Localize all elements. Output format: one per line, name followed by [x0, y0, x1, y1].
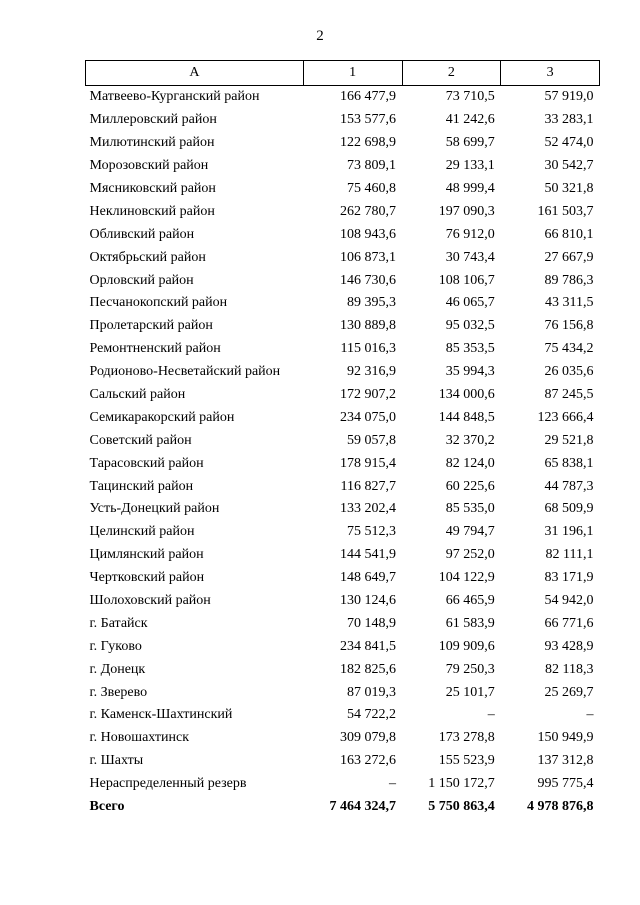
- value-cell-1: –: [389, 776, 396, 792]
- row-label: Неклиновский район: [89, 203, 215, 219]
- table-row: [86, 750, 600, 773]
- value-cell-1: 133 202,4: [340, 501, 396, 517]
- value-cell-1: 153 577,6: [340, 112, 396, 128]
- value-cell-2: 108 106,7: [438, 272, 495, 288]
- value-cell-3: 31 196,1: [544, 524, 594, 540]
- value-cell-1: 70 148,9: [347, 615, 396, 631]
- value-cell-3: 33 283,1: [544, 112, 594, 128]
- value-cell-2: 60 225,6: [445, 478, 495, 494]
- value-cell-1: 54 722,2: [347, 707, 396, 723]
- value-cell-3: 25 269,7: [544, 684, 594, 700]
- value-cell-3: 82 111,1: [545, 547, 594, 563]
- value-cell-2: 97 252,0: [445, 547, 495, 563]
- value-cell-1: 146 730,6: [340, 272, 396, 288]
- table-row: [86, 544, 600, 567]
- value-cell-3: 76 156,8: [544, 318, 594, 334]
- value-cell-2: 104 122,9: [438, 570, 495, 586]
- header-col-a: А: [86, 61, 304, 86]
- value-cell-1: 309 079,8: [340, 730, 396, 746]
- value-cell-1: 75 460,8: [347, 181, 396, 196]
- value-cell-2: 173 278,8: [438, 730, 495, 746]
- value-cell-1: 234 075,0: [340, 409, 396, 425]
- value-cell-2: 25 101,7: [445, 684, 495, 700]
- value-cell-3: 87 245,5: [544, 387, 594, 403]
- value-cell-2: 46 065,7: [445, 295, 495, 311]
- value-cell-2: 85 353,5: [445, 341, 495, 357]
- row-label: Миллеровский район: [89, 112, 217, 128]
- value-cell-3: 44 787,3: [544, 478, 594, 494]
- value-cell-2: –: [487, 707, 495, 723]
- value-cell-3: 995 775,4: [537, 776, 594, 792]
- header-col-2: 2: [402, 61, 501, 86]
- value-cell-2: 48 999,4: [445, 181, 495, 196]
- value-cell-3: 57 919,0: [544, 89, 594, 105]
- value-cell-1: 166 477,9: [340, 89, 396, 105]
- row-label: г. Батайск: [89, 615, 148, 631]
- value-cell-1: 163 272,6: [340, 753, 396, 769]
- value-cell-2: 66 465,9: [445, 593, 495, 609]
- value-cell-1: 262 780,7: [340, 203, 396, 219]
- table-row: [86, 658, 600, 681]
- value-cell-2: 1 150 172,7: [428, 776, 495, 792]
- value-cell-1: 116 827,7: [340, 478, 396, 494]
- table-row: [86, 590, 600, 613]
- table-row: [86, 475, 600, 498]
- value-cell-1: 106 873,1: [340, 249, 396, 265]
- value-cell-3: 54 942,0: [544, 593, 594, 609]
- table-row: [86, 361, 600, 384]
- table-row: [86, 521, 600, 544]
- value-cell-2: 41 242,6: [445, 112, 495, 128]
- table-row: [86, 200, 600, 223]
- value-cell-3: 50 321,8: [544, 181, 594, 196]
- value-cell-3: 137 312,8: [537, 753, 594, 769]
- row-label: Шолоховский район: [89, 593, 211, 609]
- value-cell-3: 66 771,6: [544, 615, 594, 631]
- value-cell-3: 82 118,3: [545, 661, 594, 677]
- table-row: [86, 109, 600, 132]
- value-cell-1: 73 809,1: [347, 158, 396, 174]
- table-row: [86, 178, 600, 201]
- page-number: 2: [316, 28, 324, 44]
- row-label: г. Зверево: [89, 684, 148, 700]
- table-row: [86, 773, 600, 796]
- table-row: [86, 384, 600, 407]
- value-cell-2: 61 583,9: [445, 615, 495, 631]
- value-cell-3: 123 666,4: [537, 409, 594, 425]
- value-cell-2: 35 994,3: [445, 364, 495, 380]
- value-cell-2: 144 848,5: [438, 409, 495, 425]
- value-cell-2: 79 250,3: [445, 661, 495, 677]
- row-label: Усть-Донецкий район: [89, 501, 220, 517]
- value-cell-2: 30 743,4: [445, 249, 495, 265]
- table-header-row: [86, 61, 600, 86]
- table-row: [86, 86, 600, 109]
- table-row: [86, 452, 600, 475]
- header-col-3: 3: [501, 61, 600, 86]
- row-label: г. Новошахтинск: [89, 730, 190, 746]
- value-cell-1: 130 124,6: [340, 593, 396, 609]
- row-label: Морозовский район: [89, 158, 209, 174]
- row-label: Чертковский район: [89, 570, 205, 586]
- row-label: г. Гуково: [89, 638, 142, 654]
- row-label: Советский район: [89, 432, 192, 448]
- table-row: [86, 727, 600, 750]
- value-cell-1: 87 019,3: [347, 684, 396, 700]
- value-cell-1: 89 395,3: [347, 295, 396, 311]
- value-cell-2: 58 699,7: [445, 135, 495, 151]
- header-col-1: 1: [303, 61, 402, 86]
- table-row: [86, 246, 600, 269]
- row-label: Родионово-Несветайский район: [89, 364, 281, 380]
- row-label: Цимлянский район: [89, 547, 204, 563]
- row-label: Тацинский район: [89, 478, 194, 494]
- row-label: Пролетарский район: [89, 318, 213, 334]
- value-cell-3: 26 035,6: [544, 364, 594, 380]
- row-label: Семикаракорский район: [89, 409, 235, 425]
- row-label: г. Каменск-Шахтинский: [89, 707, 233, 723]
- table-body: [86, 86, 600, 819]
- value-cell-2: 85 535,0: [445, 501, 495, 517]
- budget-table: [85, 60, 600, 819]
- value-cell-2: 134 000,6: [438, 387, 495, 403]
- table-row: [86, 338, 600, 361]
- value-cell-3: 43 311,5: [545, 295, 594, 311]
- row-label: Орловский район: [89, 272, 194, 288]
- value-cell-2: 197 090,3: [438, 203, 495, 219]
- value-cell-1: 59 057,8: [347, 432, 396, 448]
- table-row: [86, 292, 600, 315]
- value-cell-1: 234 841,5: [340, 638, 396, 654]
- row-label: Октябрьский район: [89, 249, 206, 265]
- row-label: Всего: [89, 799, 125, 815]
- row-label: Ремонтненский район: [89, 341, 221, 357]
- table-row: [86, 155, 600, 178]
- value-cell-3: 27 667,9: [544, 249, 594, 265]
- value-cell-2: 5 750 863,4: [428, 799, 495, 815]
- value-cell-1: 178 915,4: [340, 455, 396, 471]
- value-cell-3: 75 434,2: [544, 341, 594, 357]
- value-cell-3: 89 786,3: [544, 272, 594, 288]
- row-label: Сальский район: [89, 387, 186, 403]
- table-row: [86, 612, 600, 635]
- table-row: [86, 269, 600, 292]
- value-cell-2: 29 133,1: [445, 158, 495, 174]
- value-cell-1: 182 825,6: [340, 661, 396, 677]
- value-cell-3: 83 171,9: [544, 570, 594, 586]
- value-cell-1: 130 889,8: [340, 318, 396, 334]
- value-cell-3: 66 810,1: [544, 226, 594, 242]
- value-cell-1: 108 943,6: [340, 226, 396, 242]
- table-row: [86, 429, 600, 452]
- value-cell-2: 109 909,6: [438, 638, 495, 654]
- value-cell-2: 76 912,0: [445, 226, 495, 242]
- value-cell-2: 49 794,7: [445, 524, 495, 540]
- row-label: Мясниковский район: [89, 181, 216, 196]
- value-cell-1: 122 698,9: [340, 135, 396, 151]
- value-cell-3: 30 542,7: [544, 158, 594, 174]
- value-cell-3: 4 978 876,8: [527, 799, 594, 815]
- row-label: Нераспределенный резерв: [89, 776, 247, 792]
- row-label: г. Шахты: [89, 753, 144, 769]
- value-cell-3: 161 503,7: [537, 203, 594, 219]
- row-label: Песчанокопский район: [89, 295, 228, 311]
- table-row: [86, 132, 600, 155]
- table-row: [86, 315, 600, 338]
- value-cell-1: 7 464 324,7: [329, 799, 396, 815]
- value-cell-3: 52 474,0: [544, 135, 594, 151]
- table-row: [86, 635, 600, 658]
- value-cell-3: –: [586, 707, 594, 723]
- table-row: [86, 681, 600, 704]
- row-label: Целинский район: [89, 524, 195, 540]
- value-cell-1: 144 541,9: [340, 547, 396, 563]
- value-cell-3: 29 521,8: [544, 432, 594, 448]
- row-label: Обливский район: [89, 226, 195, 242]
- value-cell-2: 32 370,2: [445, 432, 495, 448]
- value-cell-1: 172 907,2: [340, 387, 396, 403]
- value-cell-1: 115 016,3: [340, 341, 396, 357]
- value-cell-1: 148 649,7: [340, 570, 396, 586]
- value-cell-2: 95 032,5: [445, 318, 495, 334]
- value-cell-2: 155 523,9: [438, 753, 495, 769]
- value-cell-1: 92 316,9: [347, 364, 396, 380]
- value-cell-3: 65 838,1: [544, 455, 594, 471]
- table-row: [86, 704, 600, 727]
- value-cell-3: 93 428,9: [544, 638, 594, 654]
- total-row: [86, 796, 600, 819]
- table-row: [86, 567, 600, 590]
- table-row: [86, 223, 600, 246]
- value-cell-3: 68 509,9: [544, 501, 594, 517]
- value-cell-3: 150 949,9: [537, 730, 594, 746]
- value-cell-2: 73 710,5: [445, 89, 495, 105]
- table-row: [86, 498, 600, 521]
- row-label: Милютинский район: [89, 135, 215, 151]
- value-cell-2: 82 124,0: [445, 455, 495, 471]
- row-label: г. Донецк: [89, 661, 146, 677]
- row-label: Тарасовский район: [89, 455, 204, 471]
- table-row: [86, 406, 600, 429]
- row-label: Матвеево-Курганский район: [89, 89, 260, 105]
- value-cell-1: 75 512,3: [347, 524, 396, 540]
